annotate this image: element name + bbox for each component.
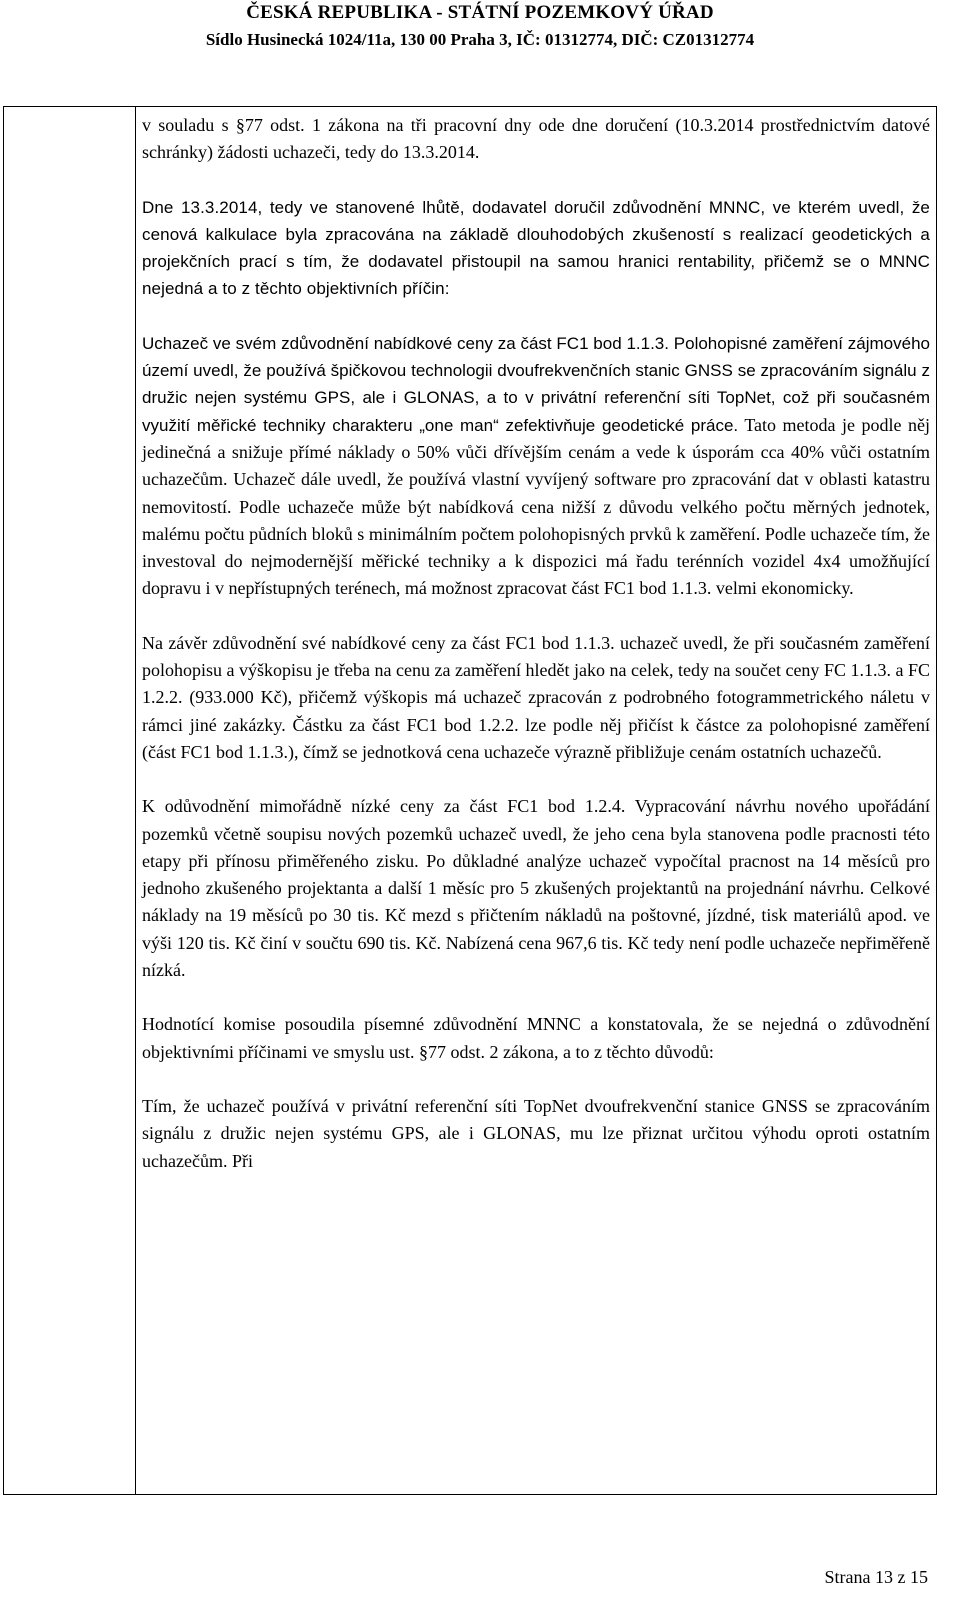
page-number: Strana 13 z 15 [824,1567,928,1587]
paragraph-deadline: v souladu s §77 odst. 1 zákona na tři pracovní dny ode dne doručení (10.3.2014 prostřednictvím datové schránky) žádosti uchazeči, tedy do 13.3.2014. [142,115,930,163]
paragraph-reasons: Tím, že uchazeč používá v privátní referenční síti TopNet dvoufrekvenční stanice GNSS se zpracováním signálu z družic nejen systému GPS, ale i GLONAS, mu lze přiznat určitou výhodu oproti ostatním uchazečům. Při [142,1095,930,1171]
paragraph-justification-received: Dne 13.3.2014, tedy ve stanovené lhůtě, dodavatel doručil zdůvodnění MNNC, ve kterém uvedl, že cenová kalkulace byla zpracována na základě dlouhodobých zkušeností s realizací geodetických a projekčních prací s tím, že dodavatel přistoupil na samou hranici rentability, přičemž se o MNNC nejedná a to z těchto objektivních příčin: [142,197,930,299]
letterhead-title: ČESKÁ REPUBLIKA - STÁTNÍ POZEMKOVÝ ÚŘAD [246,2,714,23]
paragraph-conclusion: Na závěr zdůvodnění své nabídkové ceny za část FC1 bod 1.1.3. uchazeč uvedl, že při současném zaměření polohopisu a výškopisu je třeba na cenu za zaměření hledět jako na celek, tedy na součet ceny FC 1.1.3. a FC 1.2.2. (933.000 Kč), přičemž výškopis má uchazeč zpracován z podrobného fotogrammetrického náletu v rámci jiné zakázky. Částku za část FC1 bod 1.2.2. lze podle něj přičíst k částce za polohopisné zaměření (část FC1 bod 1.1.3.), čímž se jednotková cena uchazeče výrazně přibližuje cenám ostatních uchazečů. [142,632,930,762]
paragraph-fc1-113-part2: Tato metoda je podle něj jedinečná a snižuje přímé náklady o 50% vůči dřívějším cenám a vede k úsporám cca 40% vůči ostatním uchazečům. Uchazeč dále uvedl, že používá vlastní vyvíjený software pro zpracování dat v oblasti katastru nemovitostí. Podle uchazeče může být nabídková cena nižší z důvodu velkého počtu měrných jednotek, malému počtu půdních bloků s minimálním počtem polohopisných prvků k zaměření. Podle uchazeče tím, že investoval do nejmodernější měřické techniky a k dispozici má řadu terénních vozidel 4x4 umožňující dopravu i v nepřístupných terénech, má možnost zpracovat část FC1 bod 1.1.3. velmi ekonomicky. [142,414,930,599]
paragraph-fc1-113-part1: Uchazeč ve svém zdůvodnění nabídkové ceny za část FC1 bod 1.1.3. Polohopisné zaměření zájmového území uvedl, že používá špičkovou technologii dvoufrekvenčních stanic GNSS se zpracováním signálu z družic nejen systému GPS, ale i GLONAS, a to v privátní referenční síti TopNet, což při současném využití měřické techniky charakteru „one man“ zefektivňuje geodetické práce. [142,333,930,435]
paragraph-fc1-113 [142,330,930,603]
letterhead-address: Sídlo Husinecká 1024/11a, 130 00 Praha 3, IČ: 01312774, DIČ: CZ01312774 [205,30,755,49]
document-body [142,112,930,1175]
paragraph-fc1-124: K odůvodnění mimořádně nízké ceny za část FC1 bod 1.2.4. Vypracování návrhu nového upořádání pozemků včetně soupisu nových pozemků uchazeč uvedl, že jeho cena byla stanovena podle pracnosti této etapy při přínosu přiměřeného zisku. Po důkladné analýze uchazeč vypočítal pracnost na 14 měsíců pro jednoho zkušeného projektanta a další 1 měsíc pro 5 zkušených projektantů na projednání návrhu. Celkové náklady na 19 měsíců po 30 tis. Kč mezd s přičtením nákladů na poštovné, jízdné, tisk materiálů apod. ve výši 120 tis. Kč činí v součtu 690 tis. Kč. Nabízená cena 967,6 tis. Kč tedy není podle uchazeče nepřiměřeně nízká. [142,796,930,981]
column-divider [135,107,136,1494]
paragraph-commission: Hodnotící komise posoudila písemné zdůvodnění MNNC a konstatovala, že se nejedná o zdůvodnění objektivními příčinami ve smyslu ust. §77 odst. 2 zákona, a to z těchto důvodů: [142,1014,930,1062]
